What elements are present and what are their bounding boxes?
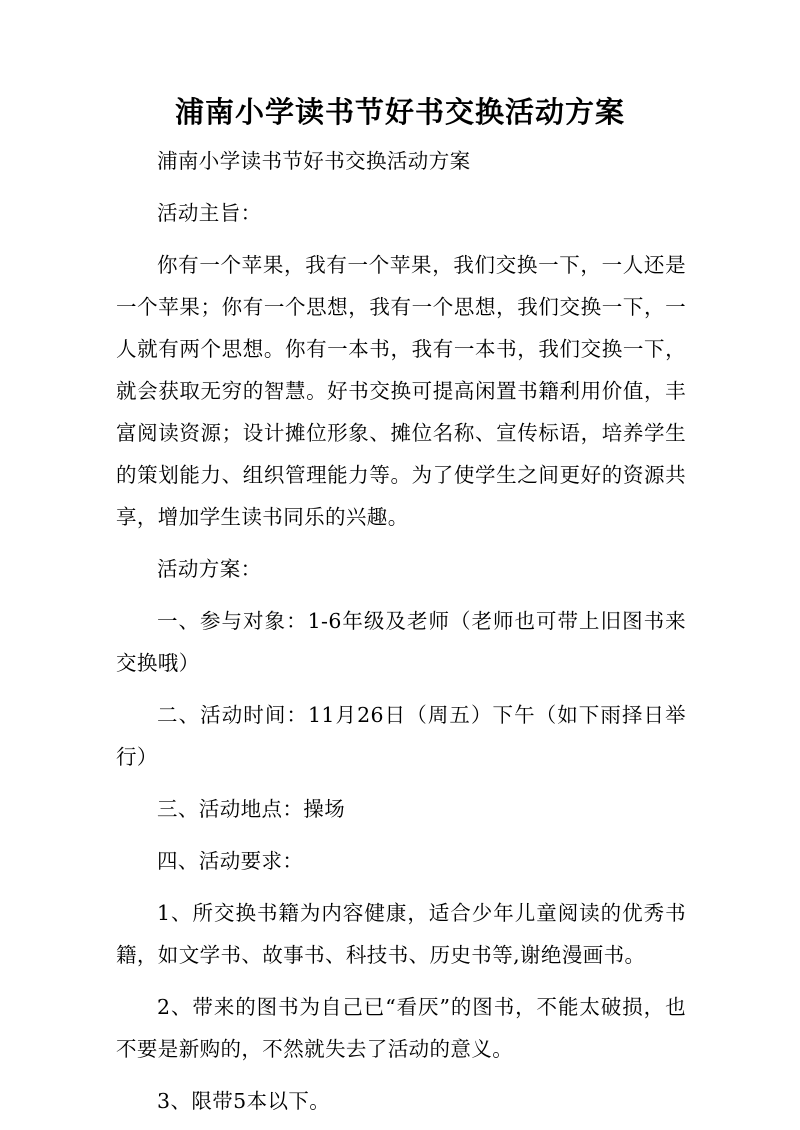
document-title: 浦南小学读书节好书交换活动方案 bbox=[174, 95, 625, 129]
plan-heading: 活动方案： bbox=[157, 557, 262, 581]
requirement-item-1: 1、所交换书籍为内容健康，适合少年儿童阅读的优秀书籍，如文学书、故事书、科技书、历史书等,谢绝漫画书。 bbox=[116, 901, 686, 967]
participants-paragraph: 一、参与对象：1-6年级及老师（老师也可带上旧图书来交换哦） bbox=[116, 609, 686, 675]
requirement-item-3: 3、限带5本以下。 bbox=[157, 1089, 331, 1113]
purpose-paragraph: 你有一个苹果，我有一个苹果，我们交换一下，一人还是一个苹果；你有一个思想，我有一个思想，我们交换一下，一人就有两个思想。你有一本书，我有一本书，我们交换一下，就会获取无穷的智慧。好书交换可提高闲置书籍利用价值，丰富阅读资源；设计摊位形象、摊位名称、宣传标语，培养学生的策划能力、组织管理能力等。为了使学生之间更好的资源共享，增加学生读书同乐的兴趣。 bbox=[116, 253, 686, 529]
requirements-heading: 四、活动要求： bbox=[157, 849, 304, 873]
time-paragraph: 二、活动时间：11月26日（周五）下午（如下雨择日举行） bbox=[116, 703, 686, 769]
subtitle-paragraph: 浦南小学读书节好书交换活动方案 bbox=[157, 149, 471, 173]
requirement-item-2: 2、带来的图书为自己已“看厌”的图书，不能太破损，也不要是新购的，不然就失去了活动的意义。 bbox=[116, 995, 686, 1061]
location-paragraph: 三、活动地点：操场 bbox=[157, 797, 346, 821]
document-body bbox=[116, 140, 686, 1122]
purpose-heading: 活动主旨： bbox=[157, 201, 262, 225]
